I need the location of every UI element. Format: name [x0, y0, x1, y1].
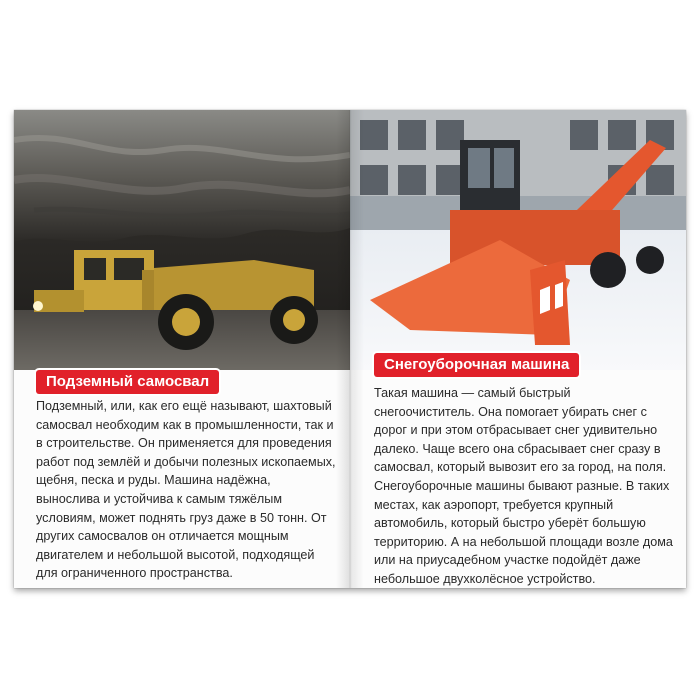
underground-dump-truck-photo [14, 110, 350, 370]
snow-machine-title: Снегоуборочная машина [374, 353, 579, 377]
right-page [350, 110, 686, 588]
snow-machine-description: Такая машина — самый быстрый снегоочиститель. Она помогает убирать снег с дорог и при этом отбрасывает снег удивительно далеко. Чаще всего она сбрасывает снег сразу в самосвал, который вывозит его за город, на поля. Снегоуборочные машины бывают разные. В таких местах, как аэропорт, требуется крупный автомобиль, который быстро уберёт большую территорию. А на небольшой площади возле дома или на приусадебном участке подойдёт даже небольшое двухколёсное устройство. [374, 386, 673, 586]
left-page [14, 110, 350, 588]
snow-removal-machine-photo [350, 110, 686, 370]
dump-truck-description: Подземный, или, как его ещё называют, шахтовый самосвал необходим как в промышленности, так и в строительстве. Он применяется для проведения работ под землёй и добычи полезных ископаемых, щебня, песка и руды. Машина надёжна, вынослива и устойчива к самым тяжёлым условиям, может поднять груз даже в 50 тонн. От других самосвалов он отличается мощным двигателем и небольшой высотой, подходящей для ограниченного пространства. [36, 399, 336, 581]
open-book-spread [14, 110, 686, 588]
dump-truck-title: Подземный самосвал [36, 370, 219, 394]
